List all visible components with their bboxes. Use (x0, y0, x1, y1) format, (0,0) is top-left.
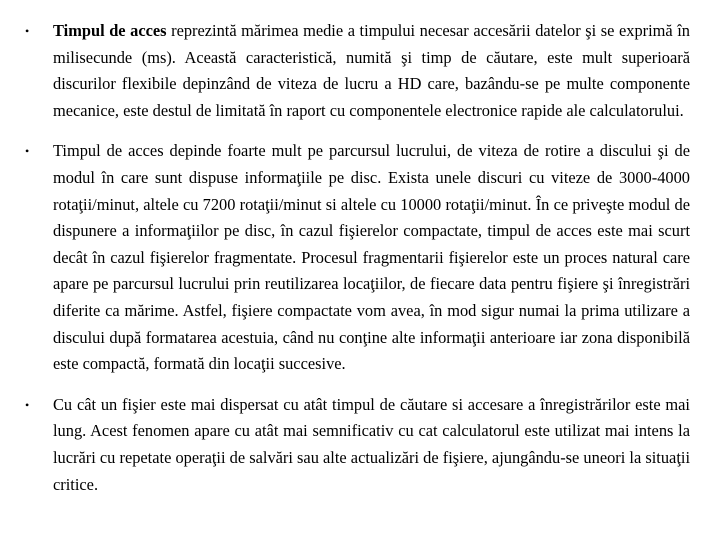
document-body (0, 18, 720, 498)
bullet-item-access-time-definition (0, 18, 720, 124)
bullet-item-fragmentation (0, 392, 720, 498)
paragraph-text: reprezintă mărimea medie a timpului necesar accesării datelor şi se exprimă în milisecunde (ms). Această caracteristică, numită şi timp de căutare, este mult superioară discurilor flexibile depinzând de viteza de lucru a HD care, bazându-se pe multe componente mecanice, este destul de limitată în raport cu componentele electronice rapide ale calculatorului. (53, 21, 690, 120)
term-access-time: Timpul de acces (53, 21, 167, 40)
paragraph-text: Cu cât un fişier este mai dispersat cu atât timpul de căutare si accesare a înregistrărilor este mai lung. Acest fenomen apare cu atât mai semnificativ cu cat calculatorul este utilizat mai intens la lucrări cu repetate operaţii de salvări sau alte actualizări de fişiere, ajungându-se uneori la situaţii critice. (53, 394, 690, 494)
bullet-marker: • (25, 397, 30, 412)
bullet-item-access-time-factors (0, 138, 720, 377)
bullet-marker: • (25, 144, 30, 159)
paragraph-text: Timpul de acces depinde foarte mult pe parcursul lucrului, de viteza de rotire a discului şi de modul în care sunt dispuse informaţiile pe disc. Exista unele discuri cu viteze de 3000-4000 rotaţii/minut, altele cu 7200 rotaţii/minut si altele cu 10000 rotaţii/minut. În ce priveşte modul de dispunere a informaţiilor pe disc, în cazul fişierelor compactate, timpul de acces este mai scurt decât în cazul fişierelor fragmentate. Procesul fragmentarii fişierelor este un proces natural care apare pe parcursul lucrului prin reutilizarea locaţiilor, de fiecare data pentru fişiere şi înregistrări diferite ca mărime. Astfel, fişiere compactate vom avea, în mod sigur numai la prima utilizare a discului după formatarea acestuia, când nu conţine alte informaţii anterioare iar zona disponibilă este compactă, formată din locaţii succesive. (53, 141, 690, 374)
bullet-marker: • (25, 24, 30, 38)
